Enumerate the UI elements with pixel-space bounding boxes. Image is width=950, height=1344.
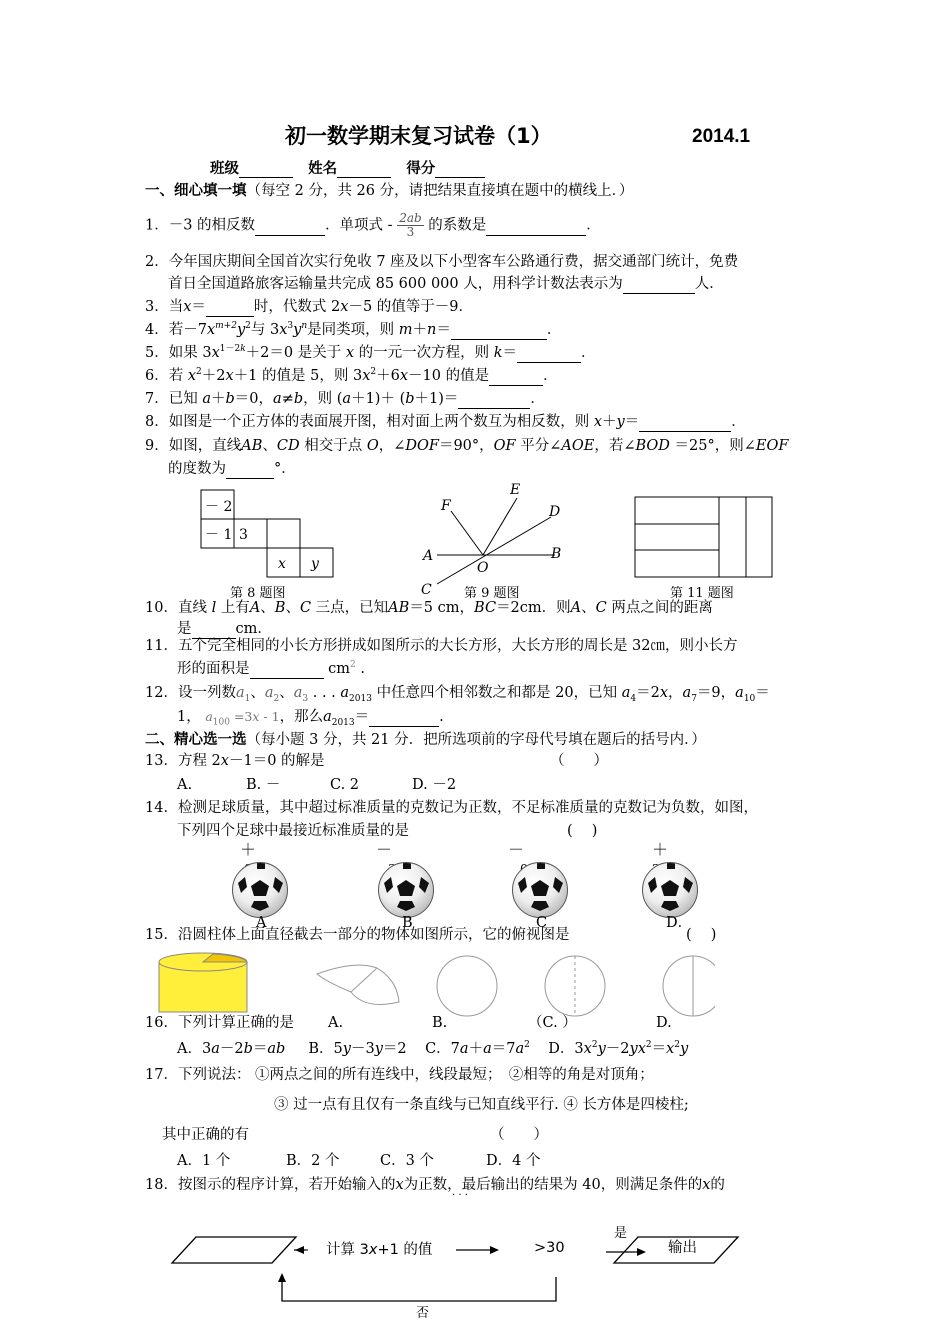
question-18: 18．按图示的程序计算，若开始输入的x为正数，最后输出的结果为 40，则满足条件的x的 bbox=[145, 1177, 725, 1193]
question-3: 3．当x＝ 时，代数式 2x－5 的值等于－9． bbox=[145, 299, 473, 317]
name-blank[interactable] bbox=[337, 160, 391, 178]
exam-date: 2014.1 bbox=[692, 126, 751, 147]
question-17-line-3: 其中正确的有 bbox=[162, 1127, 249, 1143]
question-11-line-2: 形的面积是 $cm^2$ . bbox=[177, 661, 365, 679]
section-1-title: 一、细心填一填 bbox=[145, 182, 247, 199]
q17-option-c[interactable]: C．3 个 bbox=[380, 1153, 434, 1169]
q14-answer-paren[interactable]: ( ) bbox=[567, 823, 598, 839]
question-12-line-2: 1， $a_{100} =3x - 1$，那么$a_{2013}=$ . bbox=[177, 709, 444, 728]
q16-label-a[interactable]: A. bbox=[328, 1015, 344, 1031]
question-16: 16．下列计算正确的是 bbox=[145, 1015, 294, 1031]
section-2-title: 二、精心选一选 bbox=[145, 731, 247, 748]
question-9-line-1: 9．如图，直线AB、CD 相交于点 O，∠DOF＝90°，OF 平分∠AOE，若∠BOD ＝25°，则∠EOF bbox=[145, 438, 789, 454]
ball-b-sign: － bbox=[376, 840, 393, 859]
q13-option-a[interactable]: A. bbox=[177, 777, 193, 793]
question-8: 8．如图是一个正方体的表面展开图，相对面上两个数互为相反数，则 x＋y＝ ． bbox=[145, 414, 746, 432]
figure-8-caption: 第 8 题图 bbox=[230, 586, 286, 601]
question-17-line-2: ③ 过一点有且仅有一条直线与已知直线平行. ④ 长方体是四棱柱; bbox=[274, 1097, 689, 1113]
question-14-line-1: 14．检测足球质量，其中超过标准质量的克数记为正数，不足标准质量的克数记为负数，如图， bbox=[145, 800, 758, 816]
ball-c-icon[interactable] bbox=[512, 862, 568, 918]
net-cell-minus-2: － 2 bbox=[205, 499, 233, 515]
q16-option-b[interactable]: B．5y－3y＝2 bbox=[308, 1041, 407, 1057]
net-cell-minus-1: － 1 bbox=[205, 527, 233, 543]
score-label: 得分 bbox=[406, 160, 436, 177]
q15-figures bbox=[155, 950, 715, 1020]
option-b-figure bbox=[437, 956, 497, 1016]
class-label: 班级 bbox=[210, 160, 239, 177]
q16-options bbox=[177, 1041, 688, 1058]
q16-option-d[interactable]: D．$3x^2y-2yx^2=x^2y$ bbox=[548, 1040, 689, 1057]
svg-text:A: A bbox=[423, 548, 434, 564]
q13-option-d[interactable]: D. －2 bbox=[412, 777, 457, 793]
flow-calc-box: 计算 3x+1 的值 bbox=[326, 1242, 433, 1258]
flow-compare: >30 bbox=[534, 1240, 565, 1256]
section-1-heading bbox=[145, 182, 633, 200]
figure-11-rectangles bbox=[633, 495, 775, 579]
svg-text:D: D bbox=[549, 504, 561, 520]
svg-text:O: O bbox=[477, 560, 489, 576]
q3-blank[interactable] bbox=[206, 299, 254, 317]
flow-yes-label: 是 bbox=[614, 1226, 628, 1241]
question-14-line-2: 下列四个足球中最接近标准质量的是 bbox=[177, 823, 409, 839]
section-2-heading bbox=[145, 731, 706, 749]
question-12-line-1: 12．设一列数$a_1$、$a_2$、$a_3$ . . . $a_{2013}$ 中任意四个相邻数之和都是 20，已知 $a_4=2x$，$a_7=9$，$a_{10}=$ bbox=[145, 685, 770, 704]
question-7: 7．已知 a＋b＝0，a≠b，则 (a＋1)＋ (b＋1)＝ ． bbox=[145, 391, 545, 409]
question-2-line-1: 2．今年国庆期间全国首次实行免收 7 座及以下小型客车公路通行费，据交通部门统计，免费 bbox=[145, 254, 739, 270]
q4-blank[interactable] bbox=[451, 322, 547, 340]
option-a-figure bbox=[317, 965, 399, 1004]
q1-blank-a[interactable] bbox=[255, 218, 325, 236]
q17-option-b[interactable]: B．2 个 bbox=[286, 1153, 340, 1169]
q8-blank[interactable] bbox=[639, 414, 731, 432]
q2-blank[interactable] bbox=[623, 276, 695, 294]
q11-blank[interactable] bbox=[250, 661, 324, 679]
q16-label-c[interactable]: （C. ） bbox=[528, 1015, 577, 1031]
page-title: 初一数学期末复习试卷（1） bbox=[285, 124, 552, 148]
q16-option-a[interactable]: A．3a－2b＝ab bbox=[177, 1041, 286, 1057]
net-cell-3: 3 bbox=[239, 527, 248, 543]
ball-b-icon[interactable] bbox=[378, 862, 434, 918]
q15-answer-paren[interactable]: ( ) bbox=[686, 927, 717, 943]
question-10-line-1: 10．直线 l 上有A、B、C 三点，已知AB＝5 cm，BC＝2cm．则A、C 两点之间的距离 bbox=[145, 600, 713, 616]
loop-back-arrow bbox=[282, 1277, 556, 1301]
q16-option-c[interactable]: C．$7a+a=7a^2$ bbox=[425, 1040, 530, 1057]
q6-blank[interactable] bbox=[489, 368, 543, 386]
cut-cylinder-figure bbox=[159, 953, 247, 1012]
question-10-line-2: 是 cm． bbox=[177, 621, 272, 639]
q5-blank[interactable] bbox=[517, 345, 581, 363]
q17-answer-paren[interactable]: （ ） bbox=[490, 1127, 548, 1143]
ball-a-icon[interactable] bbox=[232, 862, 288, 918]
class-blank[interactable] bbox=[239, 160, 293, 178]
svg-text:E: E bbox=[510, 482, 521, 498]
ball-a-sign: ＋ bbox=[240, 840, 257, 859]
q16-label-b[interactable]: B. bbox=[432, 1015, 448, 1031]
svg-text:F: F bbox=[441, 498, 451, 514]
svg-text:C: C bbox=[421, 582, 432, 598]
name-label: 姓名 bbox=[308, 160, 338, 177]
q17-option-d[interactable]: D．4 个 bbox=[486, 1153, 541, 1169]
net-cell-y: y bbox=[311, 556, 319, 572]
option-d-figure bbox=[663, 956, 715, 1016]
question-5: 5．如果 $3x^{1-2k}+2=0$ 是关于 x 的一元一次方程，则 k＝ ． bbox=[145, 345, 596, 363]
ball-b-label: B bbox=[402, 915, 413, 931]
q18-emphasis-dots: · · · bbox=[452, 1190, 468, 1201]
ball-d-icon[interactable] bbox=[642, 862, 698, 918]
net-cell-x: x bbox=[278, 556, 286, 572]
info-fields bbox=[210, 160, 485, 178]
ball-a-label: A bbox=[256, 915, 267, 931]
question-17-line-1: 17．下列说法： ①两点之间的所有连线中，线段最短； ②相等的角是对顶角； bbox=[145, 1067, 654, 1083]
question-11-line-1: 11．五个完全相同的小长方形拼成如图所示的大长方形，大长方形的周长是 32㎝，则小长方 bbox=[145, 638, 738, 654]
input-parallelogram bbox=[172, 1237, 296, 1263]
question-15: 15．沿圆柱体上面直径截去一部分的物体如图所示，它的俯视图是 bbox=[145, 927, 570, 943]
q17-option-a[interactable]: A．1 个 bbox=[177, 1153, 231, 1169]
q9-blank[interactable] bbox=[226, 461, 274, 479]
ball-d-sign: ＋ bbox=[652, 840, 669, 859]
q16-label-d[interactable]: D. bbox=[656, 1015, 672, 1031]
option-c-figure bbox=[545, 956, 605, 1016]
q12-blank[interactable] bbox=[369, 709, 439, 727]
figure-8-cube-net bbox=[195, 486, 335, 578]
ball-c-label: C bbox=[536, 915, 548, 931]
flow-no-label: 否 bbox=[416, 1306, 430, 1321]
question-9-line-2: 的度数为 °． bbox=[168, 461, 296, 479]
section-2-note: （每小题 3 分，共 21 分．把所选项前的字母代号填在题后的括号内．） bbox=[246, 732, 706, 748]
q13-option-b[interactable]: B. － bbox=[246, 777, 281, 793]
svg-text:B: B bbox=[551, 546, 562, 562]
ball-c-sign: － bbox=[508, 840, 525, 859]
question-4: 4．若$-7x^{m+2}y^2$与 $3x^3y^n$是同类项，则 m＋n＝ ． bbox=[145, 322, 561, 340]
figure-9-lines bbox=[415, 478, 575, 598]
q1-fraction: $\frac{2ab}{3}$ bbox=[399, 211, 422, 240]
q13-option-c[interactable]: C. 2 bbox=[330, 777, 360, 793]
question-2-line-2: 首日全国道路旅客运输量共完成 85 600 000 人，用科学计数法表示为 人． bbox=[168, 276, 724, 294]
q10-blank[interactable] bbox=[192, 621, 236, 639]
ball-d-label: D． bbox=[666, 915, 693, 931]
q1-blank-b[interactable] bbox=[486, 218, 586, 236]
section-1-note: （每空 2 分，共 26 分，请把结果直接填在题中的横线上．） bbox=[246, 183, 634, 199]
flow-output-label: 输出 bbox=[668, 1240, 697, 1256]
q13-answer-paren[interactable]: （ ） bbox=[550, 753, 608, 769]
question-6: 6．若 $x^2+2x+1$ 的值是 5，则 $3x^2+6x-10$ 的值是 ． bbox=[145, 368, 558, 386]
flowchart bbox=[168, 1225, 748, 1329]
score-blank[interactable] bbox=[435, 160, 485, 178]
figure-11-caption: 第 11 题图 bbox=[670, 586, 734, 601]
question-1: 1．－3 的相反数 ．单项式 - $\frac{2ab}{3}$ 的系数是 ． bbox=[145, 211, 601, 240]
q7-blank[interactable] bbox=[458, 391, 530, 409]
figure-9-caption: 第 9 题图 bbox=[464, 586, 520, 601]
question-13: 13．方程 2x－1＝0 的解是 bbox=[145, 753, 325, 769]
